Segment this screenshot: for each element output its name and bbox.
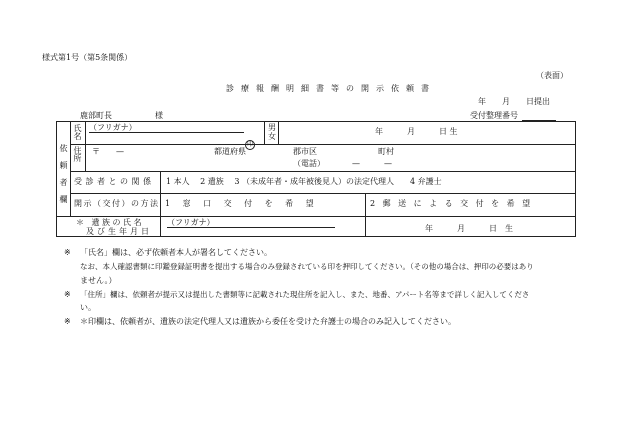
note-1-line2: なお、本人確認書類に印鑑登録証明書を提出する場合のみ登録されている印を押印してください。（その他の場合は、押印の必要はあり	[80, 262, 534, 271]
birth-date-field[interactable]: 年 月 日 生	[375, 127, 458, 136]
city-label: 郡市区	[293, 147, 317, 156]
method-middle-divider	[365, 193, 366, 236]
town-label: 町村	[378, 147, 394, 156]
note-2-line2: い。	[80, 303, 96, 312]
gender-male[interactable]: 男	[268, 123, 276, 132]
bereaved-label-line2: 及び生年月日	[86, 227, 152, 236]
addressee-town: 鹿部町長	[80, 111, 112, 120]
gender-birth-divider	[278, 121, 279, 144]
page-title: 診療報酬明細書等の開示依頼書	[226, 84, 436, 93]
receipt-number-label: 受付整理番号	[470, 111, 518, 120]
name-furigana-label: （フリガナ）	[89, 123, 137, 132]
submission-date: 年 月 日提出	[478, 97, 550, 106]
address-row-bottom	[70, 171, 575, 172]
name-row-bottom	[70, 144, 575, 145]
requester-label: 依頼者欄	[59, 144, 68, 212]
name-label: 氏名	[73, 124, 82, 140]
table-top-border	[56, 121, 575, 122]
name-gender-divider	[264, 121, 265, 144]
relation-row-bottom	[70, 193, 575, 194]
note-1-line3: ません。）	[80, 276, 117, 285]
bereaved-label-line1: ＊ 遺族の氏名	[76, 218, 145, 227]
table-right-border	[575, 121, 576, 237]
form-number-label: 様式第1号（第5条関係）	[42, 53, 133, 62]
table-left-border	[56, 121, 57, 236]
note-3-mark: ※	[64, 317, 71, 326]
lower-label-divider	[160, 171, 161, 236]
requester-column-divider	[70, 121, 71, 216]
postal-code-field[interactable]: 〒 —	[92, 147, 124, 156]
relation-label: 受診者との関係	[74, 177, 155, 186]
prefecture-label: 都道府県	[214, 147, 246, 156]
phone-label: （電話）	[293, 159, 325, 168]
method-row-bottom	[56, 216, 575, 217]
note-1-mark: ※	[64, 248, 71, 257]
phone-field[interactable]: — —	[352, 159, 392, 168]
label-column-divider	[85, 121, 86, 171]
method-option-counter[interactable]: 1窓口交付を希望	[165, 199, 327, 208]
note-1-line1: 「氏名」欄は、必ず依頼者本人が署名してください。	[80, 248, 272, 257]
seal-mark: 印	[246, 141, 253, 148]
method-option-mail[interactable]: 2郵送による交付を希望	[370, 199, 538, 208]
gender-female[interactable]: 女	[268, 132, 276, 141]
address-label: 住所	[73, 146, 82, 162]
bereaved-furigana-label: （フリガナ）	[167, 218, 215, 227]
note-2-mark: ※	[64, 290, 71, 299]
relation-options[interactable]: 1 本人 2 遺族 3 （未成年者・成年被後見人）の法定代理人 4 弁護士	[166, 177, 442, 186]
furigana-underline	[89, 132, 244, 133]
bereaved-birth-date-field[interactable]: 年 月 日 生	[425, 224, 513, 233]
side-label: （表面）	[536, 71, 568, 80]
note-2-line1: 「住所」欄は、依頼者が提示又は提出した書類等に記載された現住所を記入し、また、地番、アパート名等まで詳しく記入してくださ	[80, 290, 530, 299]
method-label: 開示（交付）の方法	[74, 199, 160, 208]
note-3-line1: ＊印欄は、依頼者が、遺族の法定代理人又は遺族から委任を受けた弁護士の場合のみ記入してください。	[80, 317, 456, 326]
table-bottom-border	[56, 236, 575, 237]
bereaved-furigana-underline	[167, 227, 335, 228]
addressee-honorific: 様	[155, 111, 163, 120]
